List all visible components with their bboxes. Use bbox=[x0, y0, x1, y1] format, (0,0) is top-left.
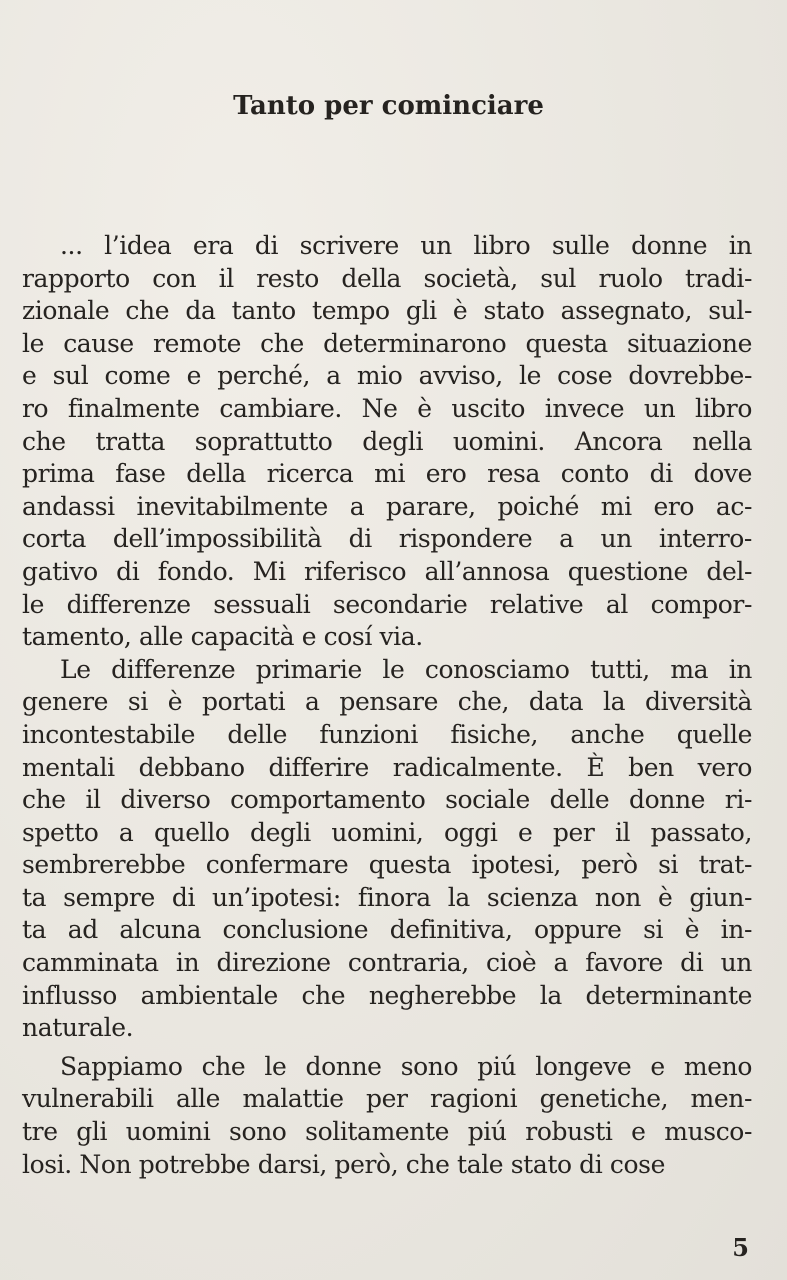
text-line: vulnerabili alle malattie per ragioni genetiche, men- bbox=[22, 1084, 752, 1114]
paragraph-3 bbox=[22, 1051, 752, 1181]
paragraph-1 bbox=[22, 230, 752, 654]
text-line: rapporto con il resto della società, sul ruolo tradi- bbox=[22, 263, 752, 293]
text-line: prima fase della ricerca mi ero resa conto di dove bbox=[22, 459, 752, 489]
text-line: losi. Non potrebbe darsi, però, che tale stato di cose bbox=[22, 1149, 665, 1179]
text-line: corta dell’impossibilità di rispondere a un interro- bbox=[22, 524, 752, 554]
text-line: sembrerebbe confermare questa ipotesi, però si trat- bbox=[22, 850, 752, 880]
text-line: che il diverso comportamento sociale delle donne ri- bbox=[22, 785, 752, 815]
text-line: e sul come e perché, a mio avviso, le cose dovrebbe- bbox=[22, 361, 752, 391]
text-line: genere si è portati a pensare che, data la diversità bbox=[22, 687, 752, 717]
text-line: ta ad alcuna conclusione definitiva, oppure si è in- bbox=[22, 915, 752, 945]
text-line: mentali debbano differire radicalmente. È ben vero bbox=[22, 752, 752, 782]
page-number: 5 bbox=[732, 1233, 749, 1262]
text-line: spetto a quello degli uomini, oggi e per il passato, bbox=[22, 817, 752, 847]
text-line: le differenze sessuali secondarie relative al compor- bbox=[22, 589, 752, 619]
text-line: gativo di fondo. Mi riferisco all’annosa questione del- bbox=[22, 556, 752, 586]
text-line: ta sempre di un’ipotesi: finora la scienza non è giun- bbox=[22, 882, 752, 912]
text-line: le cause remote che determinarono questa situazione bbox=[22, 328, 752, 358]
text-line: Sappiamo che le donne sono piú longeve e meno bbox=[60, 1051, 752, 1081]
text-line: tre gli uomini sono solitamente piú robusti e musco- bbox=[22, 1117, 752, 1147]
text-line: che tratta soprattutto degli uomini. Ancora nella bbox=[22, 426, 752, 456]
text-line: zionale che da tanto tempo gli è stato assegnato, sul- bbox=[22, 296, 752, 326]
body-text bbox=[22, 230, 752, 1181]
text-line: influsso ambientale che negherebbe la determinante bbox=[22, 980, 752, 1010]
text-line: naturale. bbox=[22, 1013, 134, 1043]
text-line: ... l’idea era di scrivere un libro sulle donne in bbox=[60, 231, 752, 260]
paragraph-2 bbox=[22, 654, 752, 1045]
text-line: ro finalmente cambiare. Ne è uscito invece un libro bbox=[22, 393, 752, 423]
text-line: andassi inevitabilmente a parare, poiché mi ero ac- bbox=[22, 491, 752, 521]
text-line: camminata in direzione contraria, cioè a favore di un bbox=[22, 948, 752, 978]
text-line: Le differenze primarie le conosciamo tutti, ma in bbox=[60, 654, 752, 684]
chapter-title: Tanto per cominciare bbox=[233, 91, 544, 121]
text-line: tamento, alle capacità e cosí via. bbox=[22, 622, 423, 652]
text-line: incontestabile delle funzioni fisiche, anche quelle bbox=[22, 719, 752, 749]
